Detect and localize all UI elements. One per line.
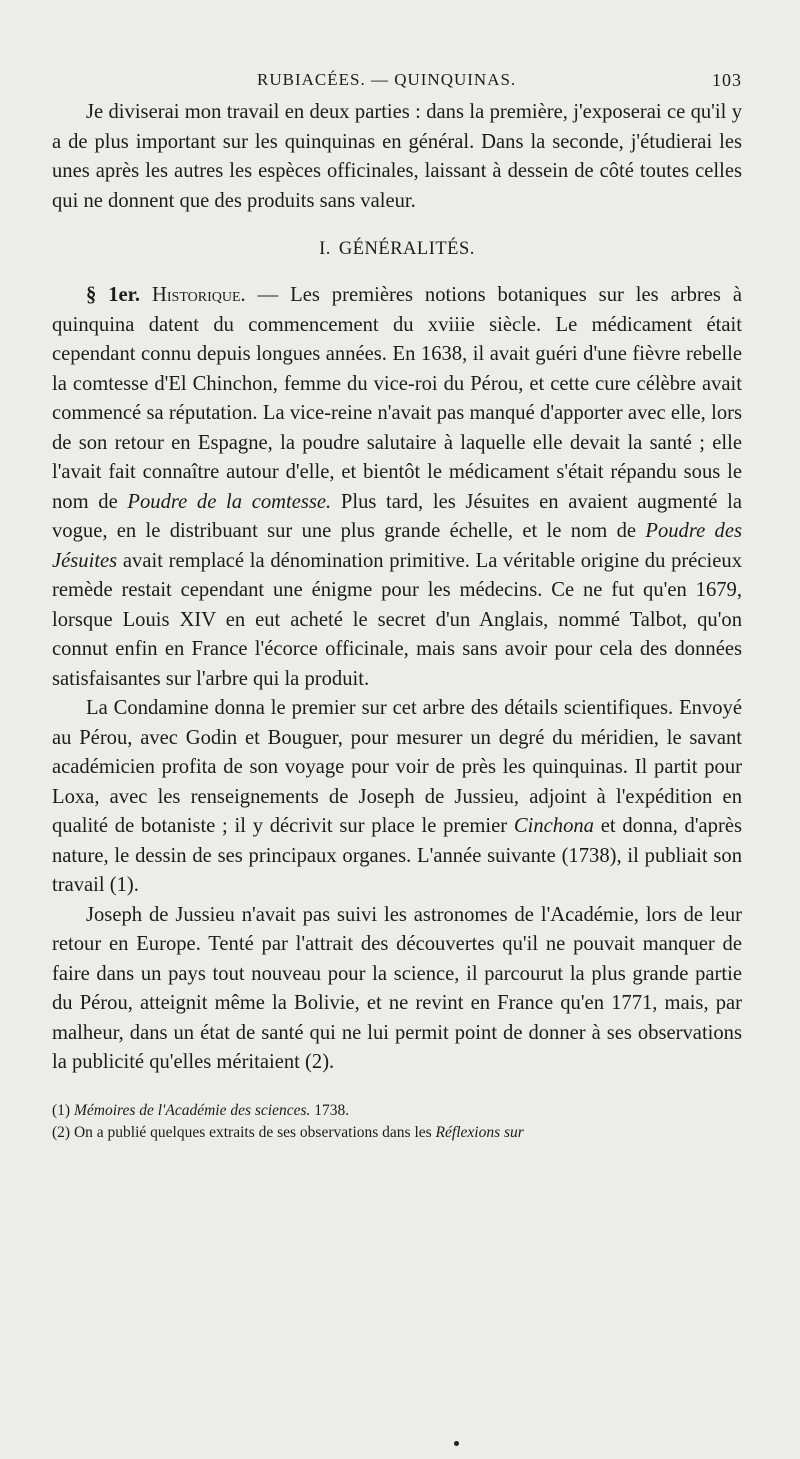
running-head bbox=[52, 62, 742, 98]
paragraph-historique bbox=[52, 281, 742, 694]
footnote-1-number: (1) bbox=[52, 1101, 71, 1119]
section-heading bbox=[52, 236, 742, 262]
footnote-2-number: (2) bbox=[52, 1123, 71, 1141]
body-text bbox=[52, 98, 742, 1078]
condamine-text-2: et donna, d'après nature, le dessin de ses principaux organes. L'année suivante (1738), il publiait son travail (1). bbox=[52, 815, 742, 896]
footnote-2-italic: Réflexions sur bbox=[435, 1123, 524, 1141]
footnote-1-italic: Mémoires de l'Académie des sciences. bbox=[73, 1101, 311, 1119]
paragraph-intro: Je diviserai mon travail en deux parties : dans la première, j'exposerai ce qu'il y a de plus important sur les quinquinas en général. Dans la seconde, j'étudierai les unes après les autres les espèces officinales, laissant à dessein de côté toutes celles qui ne donnent que des produits sans valeur. bbox=[52, 101, 742, 212]
footnote-2 bbox=[52, 1122, 742, 1144]
historique-text-2: Plus tard, les Jésuites en avaient augmenté la vogue, en le distribuant sur une plus grande échelle, et le nom de bbox=[52, 490, 742, 542]
running-title: RUBIACÉES. — QUINQUINAS. bbox=[257, 70, 517, 89]
historique-italic-1: Poudre de la comtesse. bbox=[127, 490, 332, 513]
footnote-1-text: 1738. bbox=[310, 1101, 350, 1119]
condamine-italic: Cinchona bbox=[513, 815, 594, 837]
printer-mark bbox=[454, 1441, 459, 1446]
book-page bbox=[52, 62, 742, 1144]
historique-italic-2: Poudre des Jésuites bbox=[52, 520, 742, 572]
historique-text-3: avait remplacé la dénomination primitive. La véritable origine du précieux remède restait cependant une énigme pour les médecins. Ce ne fut qu'en 1679, lorsque Louis XIV en eut acheté le secret d'un Anglais, nommé Talbot, qu'on connut enfin en France l'écorce officinale, mais sans avoir pour cela des données satisfaisantes sur l'arbre qui la produit. bbox=[52, 549, 742, 690]
condamine-text-1: La Condamine donna le premier sur cet arbre des détails scientifiques. Envoyé au Pérou, avec Godin et Bouguer, pour mesurer un degré du méridien, le savant académicien profita de son voyage pour voir de près les quinquinas. Il partit pour Loxa, avec les renseignements de Joseph de Jussieu, adjoint à l'expédition en qualité de botaniste ; il y décrivit sur place le premier bbox=[52, 697, 742, 837]
historique-heading: Historique. — bbox=[152, 284, 279, 306]
footnote-2-text: On a publié quelques extraits de ses observations dans les bbox=[70, 1123, 436, 1141]
section-number: I. bbox=[319, 239, 331, 259]
footnotes bbox=[52, 1100, 742, 1144]
paragraph-condamine bbox=[52, 694, 742, 901]
page-number: 103 bbox=[712, 70, 742, 90]
paragraph-mark: § 1er. bbox=[86, 284, 141, 306]
footnote-1 bbox=[52, 1100, 742, 1122]
paragraph-jussieu: Joseph de Jussieu n'avait pas suivi les astronomes de l'Académie, lors de leur retour en Europe. Tenté par l'attrait des découvertes qu'il ne pouvait manquer de faire dans un pays tout nouveau pour la science, il parcourut la plus grande partie du Pérou, atteignit même la Bolivie, et ne revint en France qu'en 1771, mais, par malheur, dans un état de santé qui ne lui permit point de donner à ses observations la publicité qu'elles méritaient (2). bbox=[52, 903, 742, 1073]
section-title: GÉNÉRALITÉS. bbox=[338, 239, 475, 259]
historique-text-1: Les premières notions botaniques sur les arbres à quinquina datent du commencement du xviiie siècle. Le médicament était cependant connu depuis longues années. En 1638, il avait guéri d'une fièvre rebelle la comtesse d'El Chinchon, femme du vice-roi du Pérou, et cette cure célèbre avait commencé sa réputation. La vice-reine n'avait pas manqué d'apporter avec elle, lors de son retour en Espagne, la poudre salutaire à laquelle elle devait la santé ; elle l'avait fait connaître autour d'elle, et bientôt le médicament s'était répandu sous le nom de bbox=[52, 284, 742, 513]
